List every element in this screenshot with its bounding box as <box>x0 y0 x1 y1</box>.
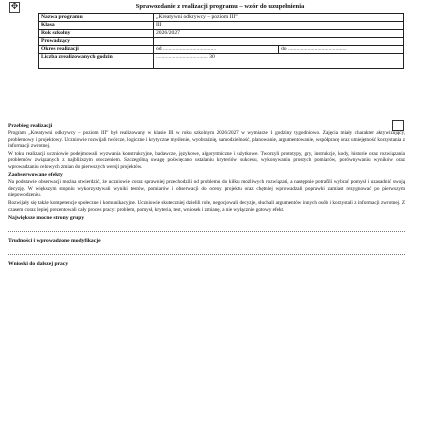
table-row <box>39 14 404 22</box>
program-info-table <box>38 13 404 69</box>
paragraph: W toku realizacji uczniowie podejmowali wyzwania konstrukcyjne, badawcze, językowe, algorytmiczne i użytkowe. Tworzyli prototypy, gry, instrukcje, kody, historie oraz rozwiązania problemów związanych z najbliższym otoczeniem. Szczególną uwagę poświęcano ustalaniu kryteriów sukcesu, wykonywaniu prostych pomiarów, porównywaniu wyników oraz wprowadzaniu celowych zmian do pierwszych wersji projektów. <box>8 151 405 170</box>
table-move-handle-icon[interactable]: ✥ <box>10 2 19 12</box>
document-title: Sprawozdanie z realizacji programu – wzór do uzupełnienia <box>135 3 305 10</box>
paragraph: Rozwijały się także kompetencje społeczne i komunikacyjne. Uczniowie skuteczniej dzielili role, negocjowali decyzje, słuchali argumentów innych osób i korzystali z informacji zwrotnej. Z czasem coraz lepiej prezentowali cały proces pracy: problem, pomysł, kryteria, test, wniosek i zmianę, a nie wyłącznie gotowy efekt. <box>8 200 405 213</box>
paragraph: Program „Kreatywni odkrywcy – poziom III” był realizowany w klasie III w roku szkolnym 2026/2027 w wymiarze 1 godziny tygodniowo. Zajęcia miały charakter aktywizujący, problemowy i projektowy. Uczniowie rozwijali twórcze, logiczne i krytyczne myślenie, wyobraźnię, samodzielność, planowanie, argumentowanie, współpracę oraz umiejętność korzystania z informacji zwrotnej. <box>8 130 405 149</box>
report-body <box>8 122 405 269</box>
hours-value: 30 <box>209 54 215 60</box>
period-from-cell[interactable]: od ...................................... <box>154 46 279 54</box>
section-heading-przebieg: Przebieg realizacji <box>8 123 53 129</box>
answer-line[interactable] <box>8 245 405 255</box>
table-row <box>39 46 404 54</box>
table-value-cell[interactable]: ..................................... 30 <box>154 54 404 69</box>
table-value-cell[interactable]: 2026/2027 <box>154 30 404 38</box>
table-label-cell: Rok szkolny <box>39 30 154 38</box>
section-heading-wnioski: Wnioski do dalszej pracy <box>8 261 69 268</box>
table-row <box>39 38 404 46</box>
section-heading-mocne-strony: Największe mocne strony grupy <box>8 214 85 221</box>
table-label-cell: Okres realizacji <box>39 46 154 54</box>
table-label-cell: Liczba zrealizowanych godzin <box>39 54 154 69</box>
table-row <box>39 30 404 38</box>
answer-line[interactable] <box>8 222 405 232</box>
table-label-cell: Prowadzący <box>39 38 154 46</box>
paragraph: Na podstawie obserwacji można stwierdzić, że uczniowie coraz sprawniej przechodzili od problemu do kilku możliwych rozwiązań, a następnie potrafili wybrać pomysł i uzasadnić swoją decyzję. W większym stopniu wykorzystywali wyniki testów, pomiarów i obserwacji do oceny projektu oraz chętniej wprowadzali poprawki zamiast rezygnować po pierwszym niepowodzeniu. <box>8 179 405 198</box>
table-row <box>39 22 404 30</box>
table-label-cell: Nazwa programu <box>39 14 154 22</box>
period-to-label: do <box>281 46 287 52</box>
table-row <box>39 54 404 69</box>
period-from-label: od <box>156 46 162 52</box>
section-heading-trudnosci: Trudności i wprowadzone modyfikacje <box>8 238 101 245</box>
table-value-cell[interactable]: „Kreatywni odkrywcy – poziom III” <box>154 14 404 22</box>
table-value-cell[interactable]: III <box>154 22 404 30</box>
table-value-cell[interactable] <box>154 38 404 46</box>
table-label-cell: Klasa <box>39 22 154 30</box>
section-heading-efekty: Zaobserwowane efekty <box>8 172 63 179</box>
period-to-cell[interactable]: do .......................................... <box>279 46 404 54</box>
